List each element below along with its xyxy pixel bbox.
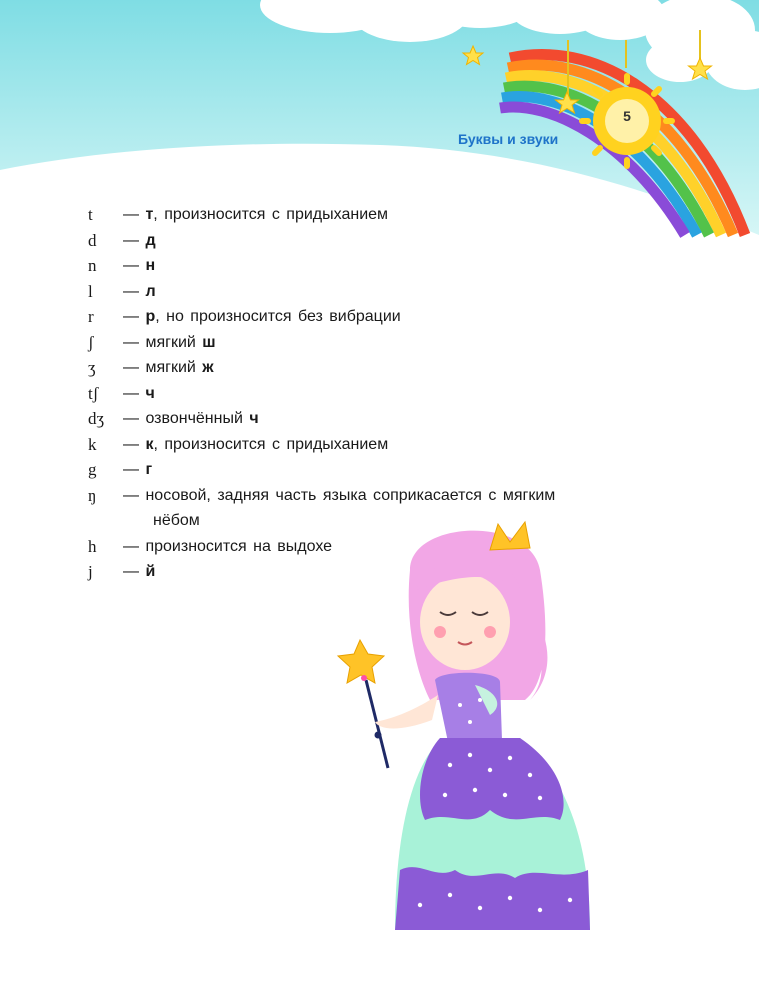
description-text: носовой, задняя часть языка соприкасается с мягким <box>145 486 556 504</box>
russian-letter: к <box>145 435 154 453</box>
phoneme-symbol: t <box>88 205 93 224</box>
phoneme-symbol: j <box>88 562 93 581</box>
face <box>420 574 510 670</box>
phoneme-row <box>88 381 688 407</box>
phoneme-symbol: r <box>88 307 94 326</box>
phoneme-symbol: tʃ <box>88 383 99 403</box>
phoneme-row <box>88 279 688 305</box>
phoneme-description <box>123 253 688 279</box>
dash: — <box>123 384 146 402</box>
description-text: произносится на выдохе <box>145 537 333 555</box>
phoneme-row <box>88 304 688 330</box>
dash: — <box>123 333 146 351</box>
phoneme-description <box>123 406 688 432</box>
phoneme-symbol: n <box>88 256 97 275</box>
description-text: , произносится с придыханием <box>153 206 389 223</box>
russian-letter: л <box>145 282 156 300</box>
russian-letter: н <box>145 257 156 274</box>
phoneme-description <box>123 381 688 407</box>
princess-illustration <box>320 510 610 940</box>
phoneme-symbol: k <box>88 434 97 454</box>
phoneme-row <box>88 406 688 432</box>
phoneme-description <box>123 202 688 228</box>
phoneme-description <box>123 228 688 254</box>
phoneme-description <box>123 304 688 330</box>
description-continuation: нёбом <box>153 512 200 529</box>
description-text: мягкий <box>145 359 203 376</box>
phoneme-symbol: l <box>88 281 93 301</box>
dash: — <box>123 308 146 325</box>
russian-letter: т <box>145 206 154 223</box>
phoneme-row <box>88 432 688 458</box>
phoneme-symbol: ʃ <box>88 332 94 352</box>
phoneme-symbol: dʒ <box>88 409 105 428</box>
russian-letter: ч <box>145 384 155 402</box>
phoneme-description <box>123 457 688 483</box>
phoneme-row <box>88 355 688 381</box>
dash: — <box>123 563 146 580</box>
russian-letter: ч <box>249 410 259 427</box>
phoneme-symbol: h <box>88 536 97 556</box>
phoneme-description <box>123 355 688 381</box>
phoneme-symbol: d <box>88 230 97 250</box>
phoneme-row <box>88 253 688 279</box>
dash: — <box>123 359 146 376</box>
phoneme-row <box>88 457 688 483</box>
dash: — <box>123 257 146 274</box>
russian-letter: ж <box>202 359 214 376</box>
dash: — <box>123 206 146 223</box>
phoneme-description <box>123 330 688 356</box>
section-title: Буквы и звуки <box>458 131 559 147</box>
russian-letter: ш <box>202 333 216 351</box>
description-text: , но произносится без вибрации <box>155 308 401 325</box>
russian-letter: р <box>145 308 156 325</box>
description-text: озвончённый <box>145 410 250 427</box>
dash: — <box>123 486 146 504</box>
phoneme-symbol: ŋ <box>88 485 97 505</box>
phoneme-row <box>88 202 688 228</box>
russian-letter: й <box>145 563 156 580</box>
phoneme-symbol: g <box>88 460 97 479</box>
dash: — <box>123 410 146 427</box>
russian-letter: д <box>145 231 156 249</box>
dash: — <box>123 537 146 555</box>
description-text: мягкий <box>145 333 203 351</box>
phoneme-row <box>88 330 688 356</box>
dash: — <box>123 461 146 478</box>
phoneme-description <box>123 432 688 458</box>
page-number: 5 <box>623 108 631 124</box>
star-wand-icon <box>338 640 384 683</box>
dash: — <box>123 435 146 453</box>
description-text: , произносится с придыханием <box>153 435 389 453</box>
phoneme-symbol: ʒ <box>88 358 96 377</box>
dash: — <box>123 231 146 249</box>
russian-letter: г <box>145 461 153 478</box>
dash: — <box>123 282 146 300</box>
phoneme-row <box>88 228 688 254</box>
crown-icon <box>490 522 530 550</box>
phoneme-description <box>123 279 688 305</box>
